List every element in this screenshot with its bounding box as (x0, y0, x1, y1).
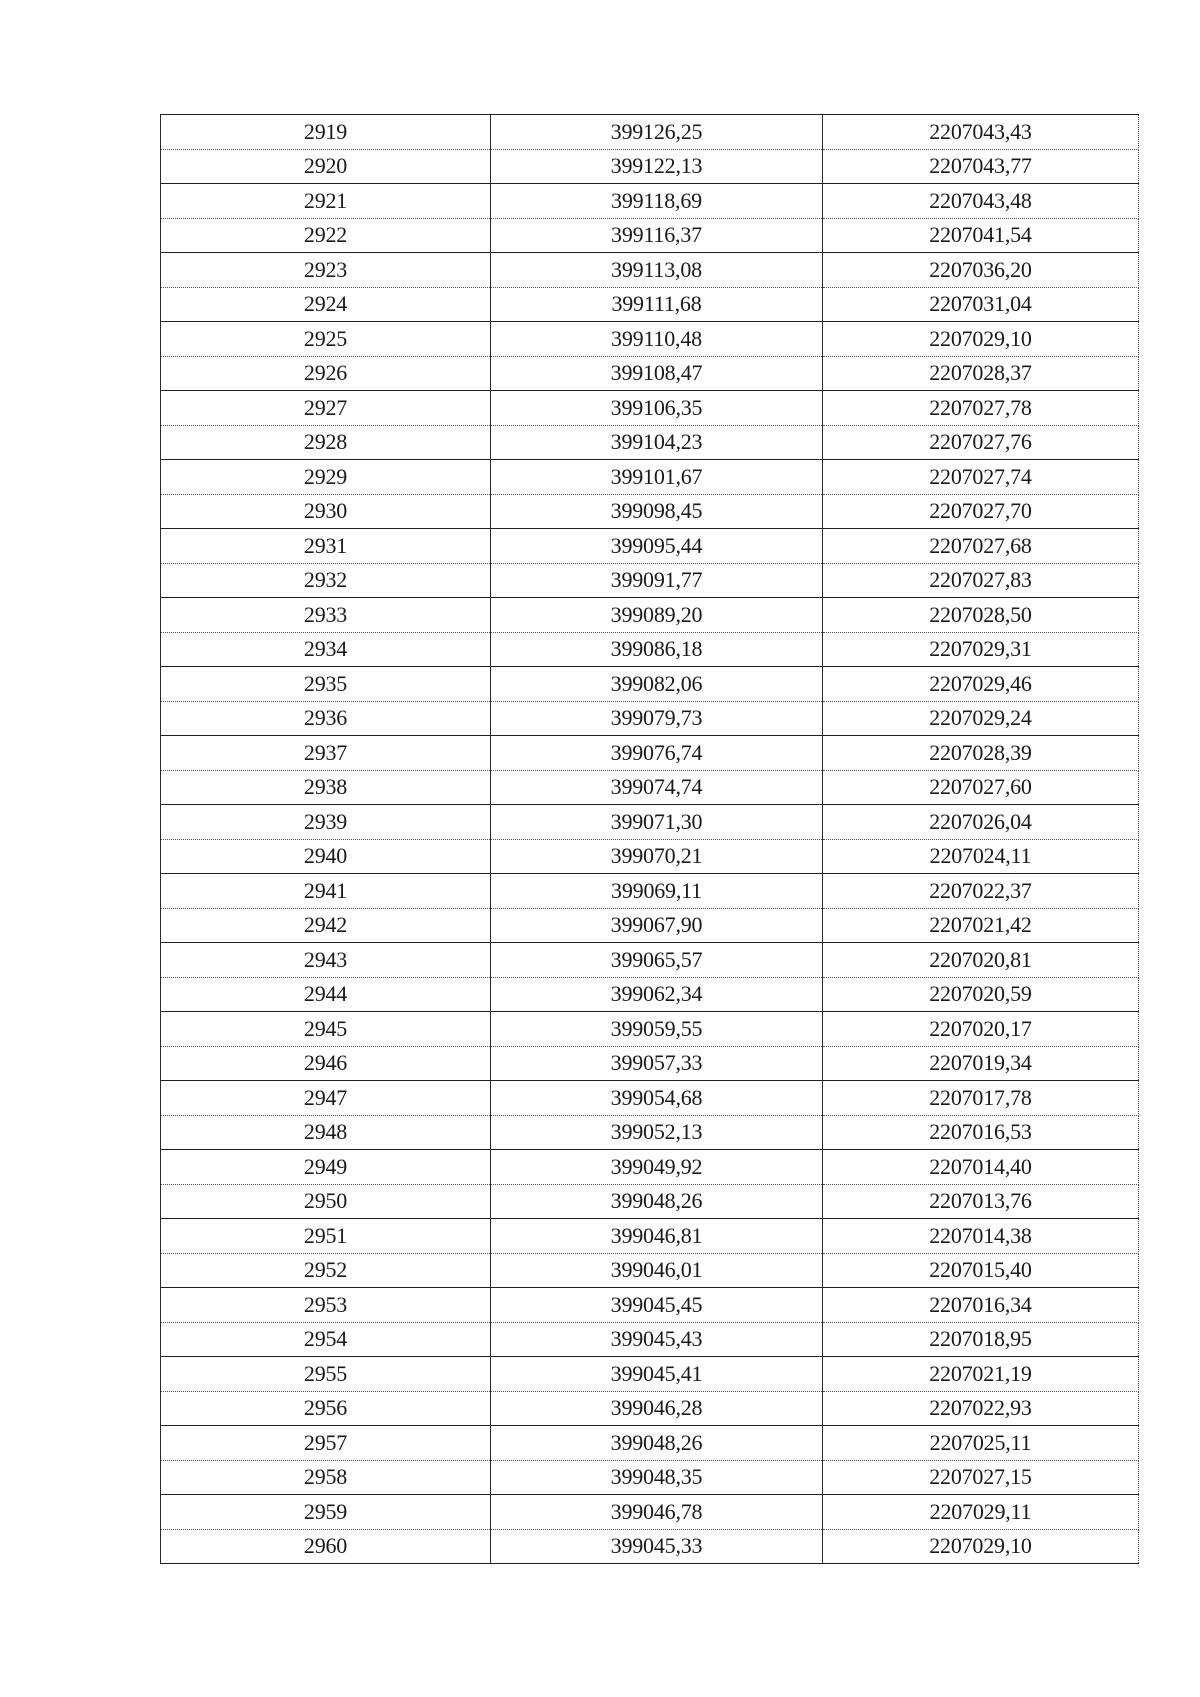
point-number-cell: 2921 (161, 184, 491, 219)
point-number-cell: 2923 (161, 253, 491, 288)
x-coordinate-cell: 399048,26 (491, 1184, 823, 1219)
y-coordinate-cell: 2207028,39 (823, 736, 1139, 771)
point-number-cell: 2955 (161, 1357, 491, 1392)
x-coordinate-cell: 399067,90 (491, 908, 823, 943)
x-coordinate-cell: 399045,33 (491, 1529, 823, 1564)
x-coordinate-cell: 399045,45 (491, 1288, 823, 1323)
table-row (161, 425, 1139, 460)
y-coordinate-cell: 2207029,10 (823, 322, 1139, 357)
y-coordinate-cell: 2207021,42 (823, 908, 1139, 943)
table-row (161, 1426, 1139, 1461)
y-coordinate-cell: 2207029,31 (823, 632, 1139, 667)
table-row (161, 1495, 1139, 1530)
x-coordinate-cell: 399104,23 (491, 425, 823, 460)
table-row (161, 598, 1139, 633)
y-coordinate-cell: 2207022,93 (823, 1391, 1139, 1426)
y-coordinate-cell: 2207019,34 (823, 1046, 1139, 1081)
x-coordinate-cell: 399057,33 (491, 1046, 823, 1081)
table-row (161, 1150, 1139, 1185)
x-coordinate-cell: 399046,01 (491, 1253, 823, 1288)
x-coordinate-cell: 399045,43 (491, 1322, 823, 1357)
point-number-cell: 2941 (161, 874, 491, 909)
point-number-cell: 2950 (161, 1184, 491, 1219)
table-row (161, 115, 1139, 150)
x-coordinate-cell: 399098,45 (491, 494, 823, 529)
point-number-cell: 2925 (161, 322, 491, 357)
point-number-cell: 2954 (161, 1322, 491, 1357)
table-row (161, 494, 1139, 529)
y-coordinate-cell: 2207020,59 (823, 977, 1139, 1012)
y-coordinate-cell: 2207028,37 (823, 356, 1139, 391)
point-number-cell: 2936 (161, 701, 491, 736)
point-number-cell: 2919 (161, 115, 491, 150)
y-coordinate-cell: 2207013,76 (823, 1184, 1139, 1219)
coordinates-table (160, 114, 1139, 1564)
y-coordinate-cell: 2207027,70 (823, 494, 1139, 529)
point-number-cell: 2926 (161, 356, 491, 391)
point-number-cell: 2920 (161, 149, 491, 184)
table-row (161, 632, 1139, 667)
y-coordinate-cell: 2207031,04 (823, 287, 1139, 322)
point-number-cell: 2930 (161, 494, 491, 529)
table-row (161, 977, 1139, 1012)
y-coordinate-cell: 2207029,11 (823, 1495, 1139, 1530)
table-row (161, 1322, 1139, 1357)
point-number-cell: 2957 (161, 1426, 491, 1461)
table-row (161, 1184, 1139, 1219)
y-coordinate-cell: 2207043,77 (823, 149, 1139, 184)
table-row (161, 1288, 1139, 1323)
x-coordinate-cell: 399048,26 (491, 1426, 823, 1461)
table-row (161, 1219, 1139, 1254)
table-row (161, 529, 1139, 564)
x-coordinate-cell: 399116,37 (491, 218, 823, 253)
y-coordinate-cell: 2207029,10 (823, 1529, 1139, 1564)
y-coordinate-cell: 2207021,19 (823, 1357, 1139, 1392)
point-number-cell: 2940 (161, 839, 491, 874)
y-coordinate-cell: 2207014,40 (823, 1150, 1139, 1185)
y-coordinate-cell: 2207020,17 (823, 1012, 1139, 1047)
table-row (161, 253, 1139, 288)
point-number-cell: 2951 (161, 1219, 491, 1254)
point-number-cell: 2958 (161, 1460, 491, 1495)
y-coordinate-cell: 2207043,43 (823, 115, 1139, 150)
table-row (161, 1081, 1139, 1116)
x-coordinate-cell: 399048,35 (491, 1460, 823, 1495)
y-coordinate-cell: 2207015,40 (823, 1253, 1139, 1288)
point-number-cell: 2922 (161, 218, 491, 253)
table-row (161, 1391, 1139, 1426)
x-coordinate-cell: 399046,28 (491, 1391, 823, 1426)
table-row (161, 287, 1139, 322)
point-number-cell: 2927 (161, 391, 491, 426)
point-number-cell: 2928 (161, 425, 491, 460)
y-coordinate-cell: 2207022,37 (823, 874, 1139, 909)
point-number-cell: 2952 (161, 1253, 491, 1288)
y-coordinate-cell: 2207027,60 (823, 770, 1139, 805)
point-number-cell: 2937 (161, 736, 491, 771)
point-number-cell: 2933 (161, 598, 491, 633)
point-number-cell: 2931 (161, 529, 491, 564)
point-number-cell: 2934 (161, 632, 491, 667)
y-coordinate-cell: 2207027,76 (823, 425, 1139, 460)
x-coordinate-cell: 399054,68 (491, 1081, 823, 1116)
y-coordinate-cell: 2207027,15 (823, 1460, 1139, 1495)
table-row (161, 667, 1139, 702)
coordinates-table-body (161, 115, 1139, 1564)
x-coordinate-cell: 399069,11 (491, 874, 823, 909)
point-number-cell: 2929 (161, 460, 491, 495)
point-number-cell: 2938 (161, 770, 491, 805)
x-coordinate-cell: 399065,57 (491, 943, 823, 978)
point-number-cell: 2944 (161, 977, 491, 1012)
y-coordinate-cell: 2207027,83 (823, 563, 1139, 598)
point-number-cell: 2942 (161, 908, 491, 943)
x-coordinate-cell: 399045,41 (491, 1357, 823, 1392)
table-row (161, 1529, 1139, 1564)
y-coordinate-cell: 2207018,95 (823, 1322, 1139, 1357)
table-row (161, 1253, 1139, 1288)
y-coordinate-cell: 2207043,48 (823, 184, 1139, 219)
table-row (161, 460, 1139, 495)
y-coordinate-cell: 2207025,11 (823, 1426, 1139, 1461)
y-coordinate-cell: 2207029,46 (823, 667, 1139, 702)
table-row (161, 1357, 1139, 1392)
table-row (161, 1012, 1139, 1047)
table-row (161, 356, 1139, 391)
y-coordinate-cell: 2207041,54 (823, 218, 1139, 253)
point-number-cell: 2935 (161, 667, 491, 702)
x-coordinate-cell: 399071,30 (491, 805, 823, 840)
x-coordinate-cell: 399118,69 (491, 184, 823, 219)
point-number-cell: 2932 (161, 563, 491, 598)
table-row (161, 1460, 1139, 1495)
x-coordinate-cell: 399091,77 (491, 563, 823, 598)
x-coordinate-cell: 399095,44 (491, 529, 823, 564)
table-row (161, 805, 1139, 840)
x-coordinate-cell: 399049,92 (491, 1150, 823, 1185)
table-row (161, 874, 1139, 909)
x-coordinate-cell: 399046,78 (491, 1495, 823, 1530)
table-row (161, 218, 1139, 253)
x-coordinate-cell: 399108,47 (491, 356, 823, 391)
y-coordinate-cell: 2207027,68 (823, 529, 1139, 564)
point-number-cell: 2946 (161, 1046, 491, 1081)
y-coordinate-cell: 2207017,78 (823, 1081, 1139, 1116)
x-coordinate-cell: 399086,18 (491, 632, 823, 667)
table-row (161, 149, 1139, 184)
y-coordinate-cell: 2207027,74 (823, 460, 1139, 495)
table-row (161, 391, 1139, 426)
x-coordinate-cell: 399082,06 (491, 667, 823, 702)
table-row (161, 701, 1139, 736)
y-coordinate-cell: 2207016,53 (823, 1115, 1139, 1150)
x-coordinate-cell: 399101,67 (491, 460, 823, 495)
x-coordinate-cell: 399074,74 (491, 770, 823, 805)
y-coordinate-cell: 2207027,78 (823, 391, 1139, 426)
x-coordinate-cell: 399079,73 (491, 701, 823, 736)
point-number-cell: 2948 (161, 1115, 491, 1150)
y-coordinate-cell: 2207014,38 (823, 1219, 1139, 1254)
point-number-cell: 2960 (161, 1529, 491, 1564)
x-coordinate-cell: 399046,81 (491, 1219, 823, 1254)
table-row (161, 322, 1139, 357)
point-number-cell: 2959 (161, 1495, 491, 1530)
point-number-cell: 2953 (161, 1288, 491, 1323)
point-number-cell: 2943 (161, 943, 491, 978)
x-coordinate-cell: 399062,34 (491, 977, 823, 1012)
point-number-cell: 2947 (161, 1081, 491, 1116)
y-coordinate-cell: 2207028,50 (823, 598, 1139, 633)
point-number-cell: 2956 (161, 1391, 491, 1426)
point-number-cell: 2939 (161, 805, 491, 840)
y-coordinate-cell: 2207036,20 (823, 253, 1139, 288)
y-coordinate-cell: 2207026,04 (823, 805, 1139, 840)
x-coordinate-cell: 399113,08 (491, 253, 823, 288)
table-row (161, 770, 1139, 805)
x-coordinate-cell: 399059,55 (491, 1012, 823, 1047)
x-coordinate-cell: 399089,20 (491, 598, 823, 633)
table-row (161, 908, 1139, 943)
table-row (161, 839, 1139, 874)
table-row (161, 736, 1139, 771)
table-row (161, 184, 1139, 219)
y-coordinate-cell: 2207020,81 (823, 943, 1139, 978)
x-coordinate-cell: 399110,48 (491, 322, 823, 357)
x-coordinate-cell: 399126,25 (491, 115, 823, 150)
x-coordinate-cell: 399106,35 (491, 391, 823, 426)
table-row (161, 563, 1139, 598)
point-number-cell: 2924 (161, 287, 491, 322)
y-coordinate-cell: 2207029,24 (823, 701, 1139, 736)
x-coordinate-cell: 399052,13 (491, 1115, 823, 1150)
table-row (161, 943, 1139, 978)
y-coordinate-cell: 2207016,34 (823, 1288, 1139, 1323)
x-coordinate-cell: 399122,13 (491, 149, 823, 184)
table-row (161, 1115, 1139, 1150)
point-number-cell: 2949 (161, 1150, 491, 1185)
table-row (161, 1046, 1139, 1081)
point-number-cell: 2945 (161, 1012, 491, 1047)
x-coordinate-cell: 399111,68 (491, 287, 823, 322)
x-coordinate-cell: 399076,74 (491, 736, 823, 771)
x-coordinate-cell: 399070,21 (491, 839, 823, 874)
y-coordinate-cell: 2207024,11 (823, 839, 1139, 874)
